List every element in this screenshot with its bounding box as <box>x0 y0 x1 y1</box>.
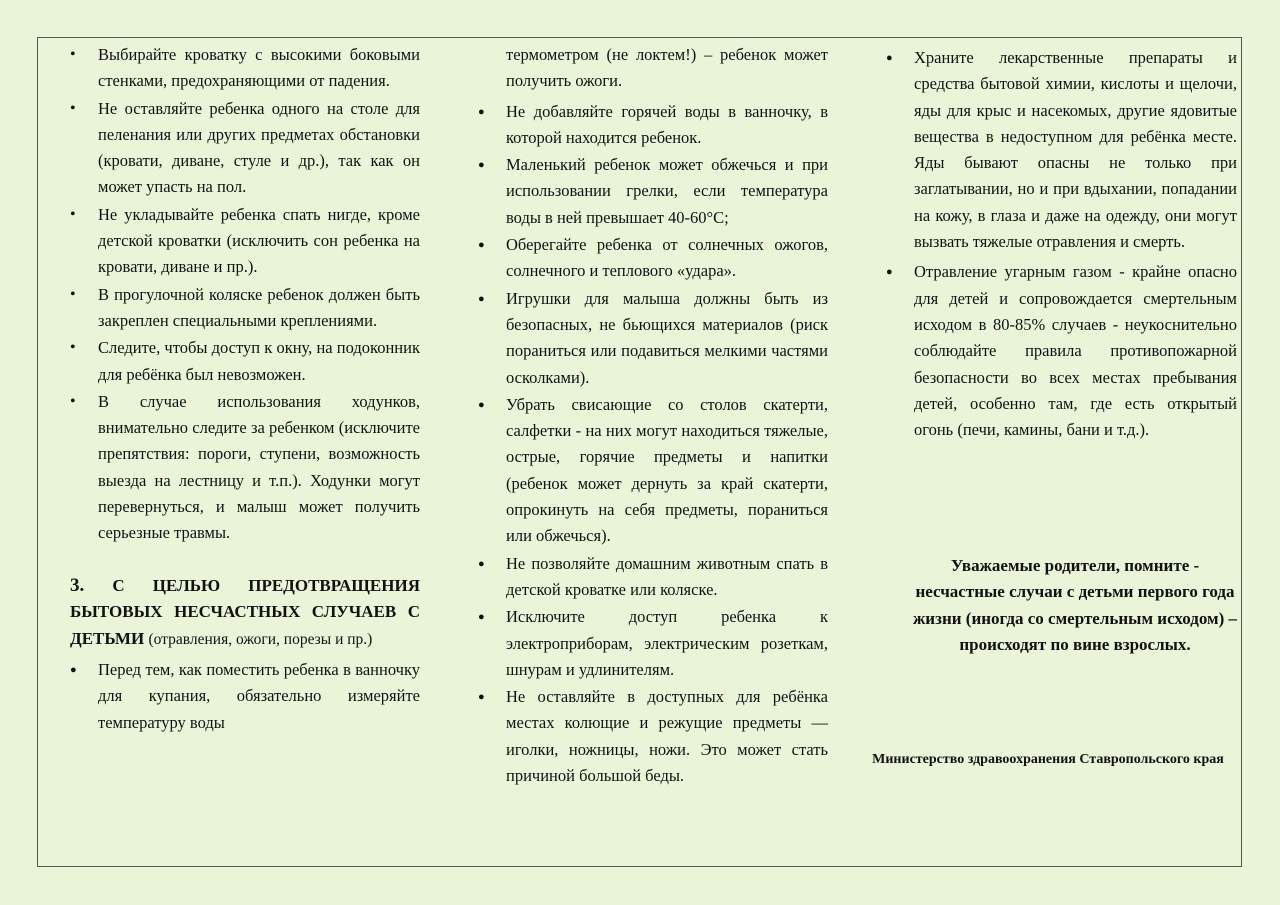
list-item: ● Храните лекарственные препараты и средства бытовой химии, кислоты и щелочи, яды для крыс и насекомых, другие ядовитые вещества в недоступном для ребёнка месте. Яды бывают опасны не только при заглатывании, но и при вдыхании, попадании на кожу, в глаза и даже на одежду, они могут вызвать тяжелые отравления и смерть. <box>886 45 1237 255</box>
continued-text: термометром (не локтем!) – ребенок может получить ожоги. <box>506 45 828 91</box>
column-2 <box>478 42 828 790</box>
section-number: 3. <box>70 574 85 596</box>
list-item: ● Оберегайте ребенка от солнечных ожогов, солнечного и теплового «удара». <box>478 232 828 285</box>
list-item: ● Убрать свисающие со столов скатерти, салфетки - на них могут находиться тяжелые, острые, горячие предметы и напитки (ребенок может дернуть за край скатерти, опрокинуть на себя предметы, пораниться или обжечься). <box>478 392 828 550</box>
list-item: • Не укладывайте ребенка спать нигде, кроме детской кроватки (исключить сон ребенка на кровати, диване и пр.). <box>70 202 420 281</box>
section-title: С ЦЕЛЬЮ ПРЕДОТВРАЩЕНИЯ БЫТОВЫХ НЕСЧАСТНЫХ СЛУЧАЕВ С ДЕТЬМИ <box>70 575 420 648</box>
safety-list-4 <box>886 45 1237 443</box>
safety-list-2 <box>70 657 420 736</box>
list-item: ● Перед тем, как поместить ребенка в ванночку для купания, обязательно измеряйте температуру воды <box>70 657 420 736</box>
list-item: • Выбирайте кроватку с высокими боковыми стенками, предохраняющими от падения. <box>70 42 420 95</box>
list-item: ● Исключите доступ ребенка к электроприборам, электрическим розеткам, шнурам и удлинителям. <box>478 604 828 683</box>
safety-list-3 <box>478 99 828 790</box>
section-note: (отравления, ожоги, порезы и пр.) <box>148 630 373 648</box>
list-item: • Следите, чтобы доступ к окну, на подоконник для ребёнка был невозможен. <box>70 335 420 388</box>
ministry-name: Министерство здравоохранения Ставропольского края <box>872 752 1224 767</box>
section-heading <box>70 573 420 654</box>
list-item: • В случае использования ходунков, внимательно следите за ребенком (исключите препятствия: пороги, ступени, возможность выезда на лестницу и т.п.). Ходунки могут перевернуться, и малыш может получить серьезные травмы. <box>70 389 420 547</box>
list-item: ● Отравление угарным газом - крайне опасно для детей и сопровождается смертельным исходом в 80-85% случаев - неукоснительно соблюдайте правила противопожарной безопасности во всех местах пребывания детей, особенно там, где есть открытый огонь (печи, камины, бани и т.д.). <box>886 259 1237 443</box>
list-item: ● Не оставляйте в доступных для ребёнка местах колющие и режущие предметы — иголки, ножницы, ножи. Это может стать причиной большой беды. <box>478 684 828 789</box>
list-item: ● Игрушки для малыша должны быть из безопасных, не бьющихся материалов (риск пораниться или подавиться мелкими частями осколками). <box>478 286 828 391</box>
list-item: ● Не позволяйте домашним животным спать в детской кроватке или коляске. <box>478 551 828 604</box>
column-3 <box>886 45 1237 447</box>
list-item: ● Не добавляйте горячей воды в ванночку, в которой находится ребенок. <box>478 99 828 152</box>
list-item: • Не оставляйте ребенка одного на столе для пеленания или других предметах обстановки (кровати, диване, стуле и др.), так как он может упасть на пол. <box>70 96 420 201</box>
safety-list-1 <box>70 42 420 547</box>
parents-notice: Уважаемые родители, помните - несчастные случаи с детьми первого года жизни (иногда со смертельным исходом) – происходят по вине взрослых. <box>912 556 1238 654</box>
list-item: • В прогулочной коляске ребенок должен быть закреплен специальными креплениями. <box>70 282 420 335</box>
column-1 <box>70 42 420 737</box>
list-item: ● Маленький ребенок может обжечься и при использовании грелки, если температура воды в ней превышает 40-60°С; <box>478 152 828 231</box>
